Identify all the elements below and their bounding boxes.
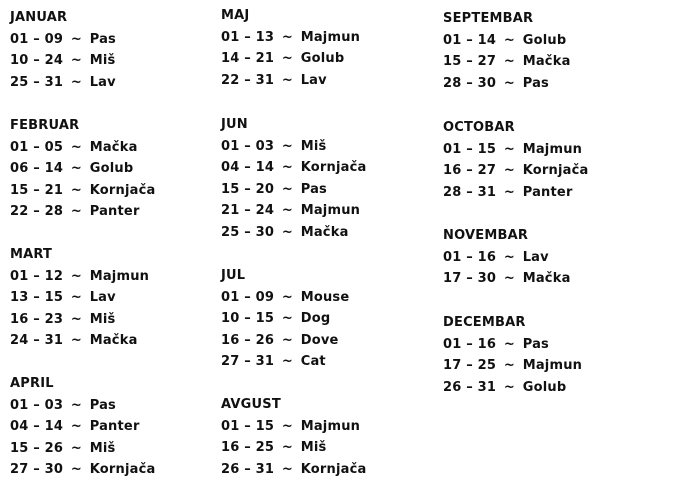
animal-name: Kornjača: [89, 182, 156, 198]
month-block: [10, 373, 155, 481]
start-day: 13: [10, 290, 29, 306]
date-range-entry: [221, 48, 360, 70]
tilde-separator: ~: [66, 161, 87, 177]
date-range-entry: [221, 70, 360, 92]
dash-separator: –: [239, 160, 256, 176]
tilde-separator: ~: [499, 336, 520, 352]
month-block: [221, 114, 366, 244]
animal-name: Pas: [89, 397, 116, 413]
animal-name: Miš: [89, 53, 116, 69]
tilde-separator: ~: [277, 160, 298, 176]
dash-separator: –: [28, 53, 45, 69]
animal-name: Kornjača: [89, 462, 156, 478]
tilde-separator: ~: [277, 138, 298, 154]
dash-separator: –: [28, 462, 45, 478]
date-range-entry: [10, 438, 155, 460]
date-range-entry: [10, 201, 155, 223]
tilde-separator: ~: [277, 51, 298, 67]
start-day: 22: [10, 204, 29, 220]
end-day: 27: [477, 163, 497, 179]
date-range-entry: [221, 308, 349, 330]
start-day: 22: [221, 72, 240, 88]
start-day: 16: [221, 440, 240, 456]
end-day: 24: [255, 203, 275, 219]
dash-separator: –: [28, 74, 45, 90]
start-day: 01: [443, 336, 462, 352]
animal-name: Miš: [300, 440, 327, 456]
month-title: FEBRUAR: [10, 118, 80, 133]
animal-name: Pas: [522, 336, 549, 352]
date-range-entry: [443, 30, 571, 52]
tilde-separator: ~: [499, 141, 520, 157]
animal-name: Golub: [89, 161, 134, 177]
start-day: 04: [10, 419, 29, 435]
animal-name: Mačka: [522, 271, 571, 287]
start-day: 01: [221, 29, 240, 45]
date-range-entry: [221, 136, 366, 158]
date-range-entry: [443, 377, 582, 399]
dash-separator: –: [461, 54, 478, 70]
dash-separator: –: [239, 418, 256, 434]
tilde-separator: ~: [499, 32, 520, 48]
month-block: [443, 312, 582, 398]
date-range-entry: [443, 51, 571, 73]
start-day: 15: [10, 440, 29, 456]
animal-name: Cat: [300, 354, 326, 370]
tilde-separator: ~: [277, 354, 298, 370]
end-day: 05: [44, 139, 64, 155]
end-day: 31: [477, 379, 497, 395]
dash-separator: –: [239, 332, 256, 348]
end-day: 30: [255, 224, 275, 240]
month-title: MAJ: [221, 8, 250, 23]
end-day: 15: [44, 290, 64, 306]
start-day: 16: [221, 332, 240, 348]
date-range-entry: [221, 200, 366, 222]
date-range-entry: [10, 309, 149, 331]
tilde-separator: ~: [66, 268, 87, 284]
month-block: [10, 7, 116, 93]
end-day: 16: [477, 249, 497, 265]
start-day: 25: [221, 224, 240, 240]
end-day: 25: [255, 440, 275, 456]
end-day: 31: [255, 72, 275, 88]
start-day: 25: [10, 74, 29, 90]
end-day: 28: [44, 204, 64, 220]
dash-separator: –: [461, 249, 478, 265]
start-day: 01: [443, 249, 462, 265]
dash-separator: –: [28, 397, 45, 413]
tilde-separator: ~: [277, 418, 298, 434]
tilde-separator: ~: [66, 53, 87, 69]
tilde-separator: ~: [277, 181, 298, 197]
date-range-entry: [443, 160, 588, 182]
date-range-entry: [443, 247, 571, 269]
date-range-entry: [10, 459, 155, 481]
tilde-separator: ~: [277, 332, 298, 348]
start-day: 01: [443, 32, 462, 48]
date-range-entry: [10, 266, 149, 288]
dash-separator: –: [239, 72, 256, 88]
end-day: 14: [477, 32, 497, 48]
tilde-separator: ~: [499, 163, 520, 179]
tilde-separator: ~: [66, 462, 87, 478]
tilde-separator: ~: [277, 224, 298, 240]
tilde-separator: ~: [277, 72, 298, 88]
date-range-entry: [443, 355, 582, 377]
end-day: 31: [477, 184, 497, 200]
dash-separator: –: [461, 336, 478, 352]
date-range-entry: [443, 139, 588, 161]
start-day: 26: [443, 379, 462, 395]
month-block: [221, 394, 366, 480]
date-range-entry: [221, 351, 349, 373]
animal-name: Pas: [89, 31, 116, 47]
start-day: 15: [443, 54, 462, 70]
start-day: 21: [221, 203, 240, 219]
tilde-separator: ~: [66, 290, 87, 306]
dash-separator: –: [239, 51, 256, 67]
month-title: JUL: [221, 268, 246, 283]
month-title: SEPTEMBAR: [443, 11, 534, 26]
animal-name: Lav: [522, 249, 549, 265]
tilde-separator: ~: [499, 358, 520, 374]
start-day: 26: [221, 461, 240, 477]
date-range-entry: [221, 330, 349, 352]
date-range-entry: [443, 334, 582, 356]
start-day: 17: [443, 358, 462, 374]
end-day: 31: [44, 74, 64, 90]
end-day: 09: [44, 31, 64, 47]
tilde-separator: ~: [499, 249, 520, 265]
month-block: [10, 244, 149, 352]
end-day: 31: [44, 333, 64, 349]
animal-name: Lav: [89, 290, 116, 306]
date-range-entry: [221, 27, 360, 49]
dash-separator: –: [239, 138, 256, 154]
animal-name: Miš: [300, 138, 327, 154]
date-range-entry: [10, 50, 116, 72]
month-title: AVGUST: [221, 397, 281, 412]
start-day: 28: [443, 75, 462, 91]
month-title: MART: [10, 247, 53, 262]
end-day: 20: [255, 181, 275, 197]
tilde-separator: ~: [66, 74, 87, 90]
dash-separator: –: [28, 419, 45, 435]
end-day: 14: [255, 160, 275, 176]
dash-separator: –: [239, 289, 256, 305]
animal-name: Dove: [300, 332, 339, 348]
start-day: 10: [221, 311, 240, 327]
start-day: 01: [221, 418, 240, 434]
start-day: 01: [10, 397, 29, 413]
animal-name: Pas: [522, 75, 549, 91]
dash-separator: –: [239, 224, 256, 240]
dash-separator: –: [461, 184, 478, 200]
end-day: 14: [44, 419, 64, 435]
start-day: 16: [443, 163, 462, 179]
animal-name: Golub: [522, 32, 567, 48]
animal-name: Dog: [300, 311, 331, 327]
date-range-entry: [443, 182, 588, 204]
date-range-entry: [10, 29, 116, 51]
animal-name: Majmun: [522, 358, 583, 374]
month-block: [10, 115, 155, 223]
animal-name: Kornjača: [300, 160, 367, 176]
month-block: [443, 225, 571, 290]
animal-name: Miš: [89, 311, 116, 327]
dash-separator: –: [461, 163, 478, 179]
date-range-entry: [221, 222, 366, 244]
dash-separator: –: [239, 461, 256, 477]
month-title: JUN: [221, 117, 248, 132]
animal-name: Panter: [89, 419, 140, 435]
month-title: JANUAR: [10, 10, 68, 25]
end-day: 26: [44, 440, 64, 456]
dash-separator: –: [28, 268, 45, 284]
end-day: 26: [255, 332, 275, 348]
animal-name: Panter: [89, 204, 140, 220]
start-day: 17: [443, 271, 462, 287]
animal-name: Mačka: [89, 333, 138, 349]
tilde-separator: ~: [66, 182, 87, 198]
start-day: 16: [10, 311, 29, 327]
month-title: OCTOBAR: [443, 120, 515, 135]
date-range-entry: [221, 157, 366, 179]
tilde-separator: ~: [277, 289, 298, 305]
start-day: 04: [221, 160, 240, 176]
end-day: 12: [44, 268, 64, 284]
tilde-separator: ~: [277, 311, 298, 327]
start-day: 15: [221, 181, 240, 197]
animal-name: Kornjača: [300, 461, 367, 477]
end-day: 09: [255, 289, 275, 305]
date-range-entry: [10, 72, 116, 94]
start-day: 01: [10, 31, 29, 47]
date-range-entry: [10, 158, 155, 180]
animal-name: Majmun: [300, 203, 361, 219]
date-range-entry: [443, 268, 571, 290]
end-day: 13: [255, 29, 275, 45]
end-day: 30: [477, 75, 497, 91]
start-day: 10: [10, 53, 29, 69]
date-range-entry: [10, 330, 149, 352]
month-block: [443, 117, 588, 203]
end-day: 15: [477, 141, 497, 157]
animal-name: Mačka: [522, 54, 571, 70]
animal-name: Majmun: [300, 418, 361, 434]
end-day: 30: [44, 462, 64, 478]
month-title: NOVEMBAR: [443, 228, 529, 243]
month-block: [443, 8, 571, 94]
date-range-entry: [10, 416, 155, 438]
dash-separator: –: [239, 181, 256, 197]
start-day: 28: [443, 184, 462, 200]
animal-name: Kornjača: [522, 163, 589, 179]
animal-name: Golub: [300, 51, 345, 67]
animal-name: Miš: [89, 440, 116, 456]
tilde-separator: ~: [277, 29, 298, 45]
end-day: 14: [44, 161, 64, 177]
start-day: 27: [10, 462, 29, 478]
start-day: 24: [10, 333, 29, 349]
tilde-separator: ~: [499, 184, 520, 200]
end-day: 24: [44, 53, 64, 69]
month-title: APRIL: [10, 376, 54, 391]
tilde-separator: ~: [66, 204, 87, 220]
end-day: 31: [255, 354, 275, 370]
end-day: 21: [255, 51, 275, 67]
animal-name: Mačka: [89, 139, 138, 155]
date-range-entry: [10, 180, 155, 202]
end-day: 15: [255, 418, 275, 434]
date-range-entry: [10, 287, 149, 309]
animal-name: Majmun: [89, 268, 150, 284]
dash-separator: –: [239, 354, 256, 370]
dash-separator: –: [461, 141, 478, 157]
end-day: 25: [477, 358, 497, 374]
dash-separator: –: [461, 271, 478, 287]
tilde-separator: ~: [66, 419, 87, 435]
tilde-separator: ~: [66, 31, 87, 47]
end-day: 27: [477, 54, 497, 70]
tilde-separator: ~: [277, 461, 298, 477]
start-day: 01: [443, 141, 462, 157]
end-day: 16: [477, 336, 497, 352]
end-day: 15: [255, 311, 275, 327]
date-range-entry: [221, 459, 366, 481]
start-day: 06: [10, 161, 29, 177]
dash-separator: –: [461, 32, 478, 48]
date-range-entry: [221, 287, 349, 309]
tilde-separator: ~: [66, 440, 87, 456]
animal-name: Lav: [89, 74, 116, 90]
dash-separator: –: [28, 290, 45, 306]
tilde-separator: ~: [277, 203, 298, 219]
dash-separator: –: [239, 311, 256, 327]
start-day: 01: [221, 289, 240, 305]
animal-name: Majmun: [300, 29, 361, 45]
month-block: [221, 265, 349, 373]
dash-separator: –: [28, 161, 45, 177]
dash-separator: –: [239, 203, 256, 219]
dash-separator: –: [28, 440, 45, 456]
dash-separator: –: [28, 31, 45, 47]
dash-separator: –: [28, 182, 45, 198]
tilde-separator: ~: [66, 139, 87, 155]
end-day: 31: [255, 461, 275, 477]
animal-name: Mačka: [300, 224, 349, 240]
tilde-separator: ~: [66, 333, 87, 349]
tilde-separator: ~: [277, 440, 298, 456]
dash-separator: –: [28, 311, 45, 327]
animal-name: Mouse: [300, 289, 350, 305]
start-day: 27: [221, 354, 240, 370]
end-day: 21: [44, 182, 64, 198]
date-range-entry: [221, 437, 366, 459]
month-title: DECEMBAR: [443, 315, 526, 330]
dash-separator: –: [461, 358, 478, 374]
start-day: 14: [221, 51, 240, 67]
animal-name: Lav: [300, 72, 327, 88]
end-day: 03: [255, 138, 275, 154]
tilde-separator: ~: [66, 397, 87, 413]
start-day: 01: [221, 138, 240, 154]
date-range-entry: [10, 395, 155, 417]
animal-name: Panter: [522, 184, 573, 200]
start-day: 01: [10, 139, 29, 155]
tilde-separator: ~: [499, 54, 520, 70]
tilde-separator: ~: [499, 75, 520, 91]
month-block: [221, 5, 360, 91]
date-range-entry: [221, 416, 366, 438]
animal-name: Majmun: [522, 141, 583, 157]
animal-name: Pas: [300, 181, 327, 197]
dash-separator: –: [28, 333, 45, 349]
start-day: 15: [10, 182, 29, 198]
dash-separator: –: [28, 204, 45, 220]
animal-name: Golub: [522, 379, 567, 395]
end-day: 30: [477, 271, 497, 287]
dash-separator: –: [239, 440, 256, 456]
tilde-separator: ~: [66, 311, 87, 327]
date-range-entry: [10, 137, 155, 159]
dash-separator: –: [461, 379, 478, 395]
date-range-entry: [443, 73, 571, 95]
dash-separator: –: [461, 75, 478, 91]
end-day: 23: [44, 311, 64, 327]
date-range-entry: [221, 179, 366, 201]
tilde-separator: ~: [499, 271, 520, 287]
tilde-separator: ~: [499, 379, 520, 395]
dash-separator: –: [28, 139, 45, 155]
end-day: 03: [44, 397, 64, 413]
start-day: 01: [10, 268, 29, 284]
dash-separator: –: [239, 29, 256, 45]
